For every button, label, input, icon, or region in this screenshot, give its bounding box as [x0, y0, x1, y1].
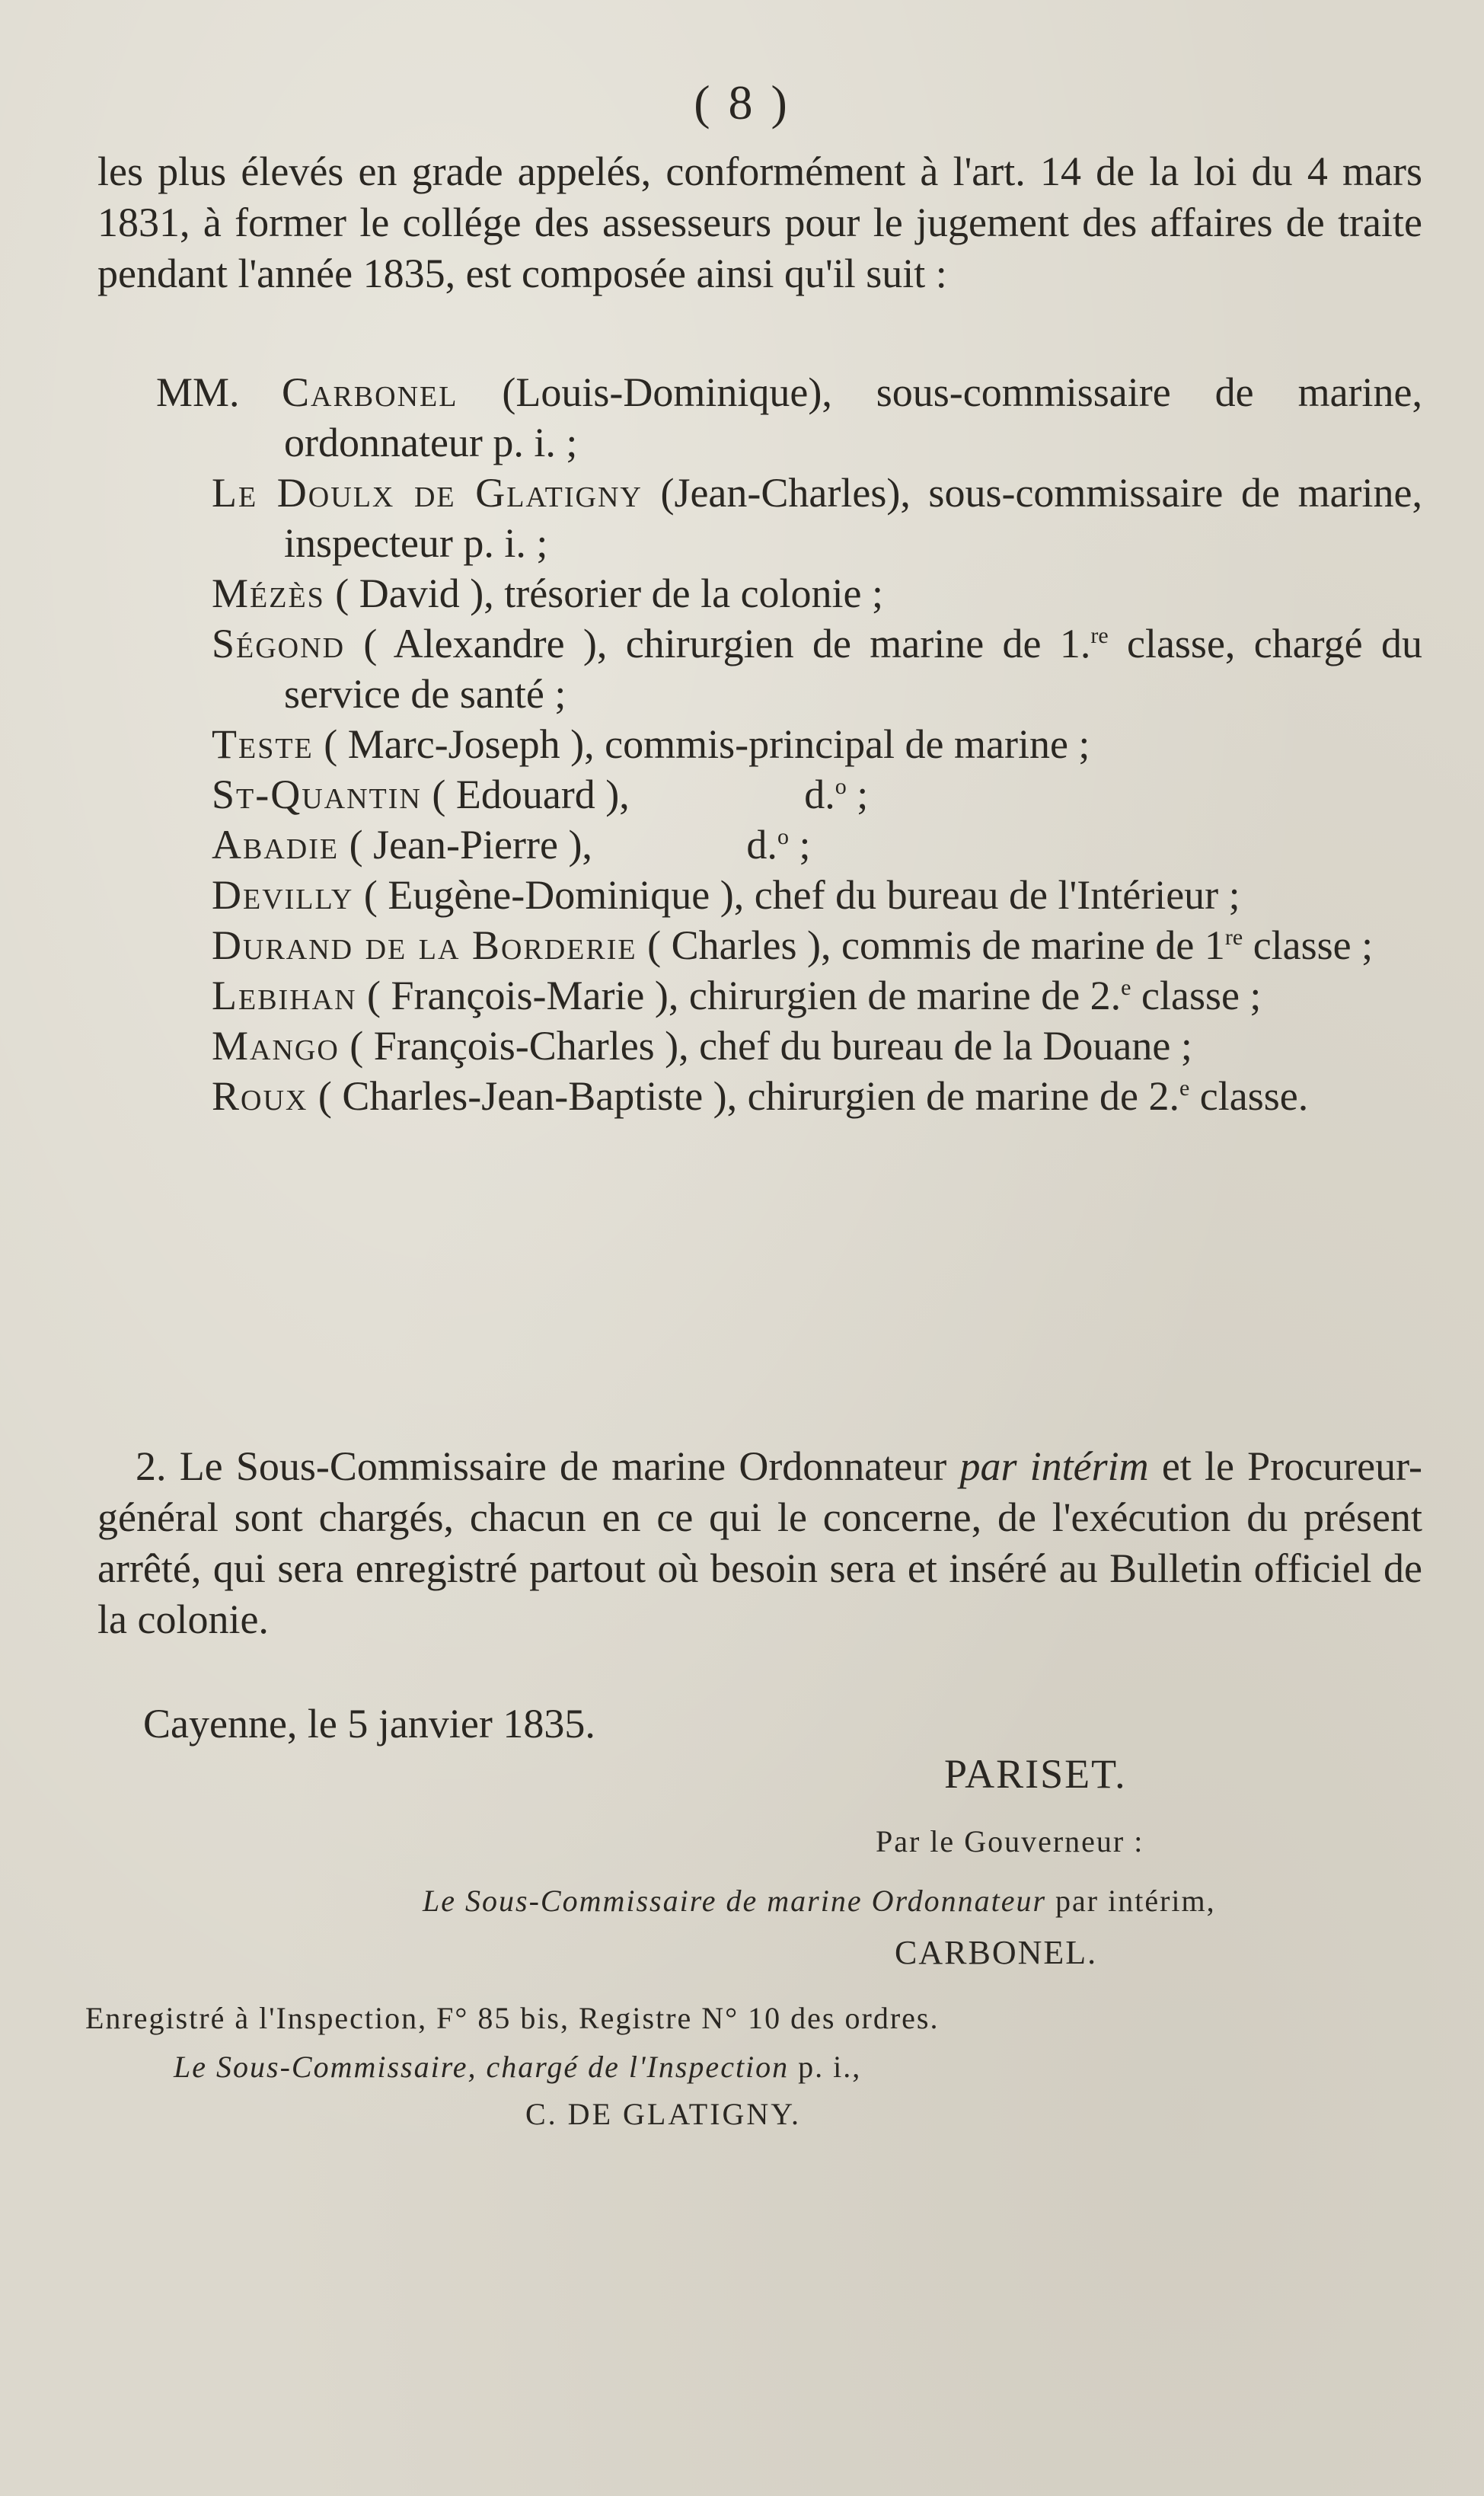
- member-details: (Louis-Dominique), sous-commissaire de marine, ordonnateur p. i. ;: [284, 369, 1422, 465]
- sous-commissaire-title: Le Sous-Commissaire de marine Ordonnateur: [423, 1884, 1047, 1918]
- inspection-suffix: p. i.,: [789, 2050, 862, 2084]
- sous-commissaire-suffix: par intérim,: [1046, 1884, 1216, 1918]
- member-name: St-Quantin: [212, 772, 422, 817]
- member-details: ( Alexandre ), chirurgien de marine de 1.: [345, 621, 1091, 666]
- superscript: e: [1179, 1075, 1190, 1101]
- member-details-cont: ;: [788, 822, 811, 868]
- member-entry: [97, 367, 1422, 468]
- member-details: ( Marc-Joseph ), commis-principal de marine ;: [313, 721, 1090, 767]
- member-entry: [97, 870, 1422, 920]
- member-name: Lebihan: [212, 973, 357, 1018]
- member-details: ( Edouard ), d.: [421, 772, 835, 817]
- member-entry: [97, 820, 1422, 870]
- registration-line: Enregistré à l'Inspection, F° 85 bis, Registre N° 10 des ordres.: [85, 2001, 940, 2035]
- superscript: re: [1224, 925, 1243, 950]
- article-text-before: 2. Le Sous-Commissaire de marine Ordonnateur: [136, 1443, 960, 1489]
- member-entry: [97, 970, 1422, 1021]
- article-text-after: et le Procureur-général sont chargés, chacun en ce qui le concerne, de l'exécution du présent arrêté, qui sera enregistré partout où besoin sera et inséré au Bulletin officiel de la colonie.: [97, 1443, 1422, 1642]
- member-details-cont: classe ;: [1243, 922, 1374, 968]
- members-list: [97, 367, 1422, 1121]
- member-name: Roux: [212, 1073, 308, 1119]
- member-details: ( Charles ), commis de marine de 1: [637, 922, 1225, 968]
- member-name: Abadie: [212, 822, 340, 868]
- member-name: Teste: [212, 721, 314, 767]
- inspection-title: Le Sous-Commissaire, chargé de l'Inspection: [174, 2050, 790, 2084]
- member-details-cont: ;: [846, 772, 869, 817]
- sous-commissaire-line: [423, 1883, 1216, 1919]
- member-entry: [97, 1021, 1422, 1071]
- superscript: e: [1121, 975, 1131, 1000]
- member-name: Mézès: [212, 570, 325, 616]
- article-italic: par intérim: [959, 1443, 1149, 1489]
- member-name: Devilly: [212, 872, 354, 918]
- by-governor-line: Par le Gouverneur :: [876, 1824, 1144, 1858]
- member-details-cont: classe, chargé du service de santé ;: [284, 621, 1422, 717]
- member-details: (Jean-Charles), sous-commissaire de marine, inspecteur p. i. ;: [284, 470, 1422, 566]
- member-details: ( Jean-Pierre ), d.: [339, 822, 777, 868]
- signer-name: PARISET.: [944, 1751, 1127, 1797]
- member-entry: [97, 468, 1422, 568]
- glatigny-signature: C. DE GLATIGNY.: [525, 2097, 802, 2131]
- member-entry: [97, 618, 1422, 719]
- member-name: Carbonel: [282, 369, 458, 415]
- member-name: Durand de la Borderie: [212, 922, 637, 968]
- intro-paragraph: les plus élevés en grade appelés, conformément à l'art. 14 de la loi du 4 mars 1831, à former le collége des assesseurs pour le jugement des affaires de traite pendant l'année 1835, est composée ainsi qu'il suit :: [97, 149, 1422, 296]
- member-details: ( David ), trésorier de la colonie ;: [324, 570, 884, 616]
- member-entry: [97, 920, 1422, 970]
- member-name: Ségond: [212, 621, 346, 666]
- member-name: Mango: [212, 1023, 340, 1069]
- member-details: ( François-Charles ), chef du bureau de la Douane ;: [339, 1023, 1192, 1069]
- superscript: re: [1090, 623, 1109, 648]
- inspection-line: [174, 2049, 861, 2085]
- member-name: Le Doulx de Glatigny: [212, 470, 643, 516]
- superscript: o: [777, 824, 789, 849]
- member-details: ( Charles-Jean-Baptiste ), chirurgien de marine de 2.: [308, 1073, 1179, 1119]
- member-details-cont: classe ;: [1131, 973, 1262, 1018]
- member-entry: [97, 568, 1422, 618]
- dateline: Cayenne, le 5 janvier 1835.: [143, 1701, 595, 1747]
- carbonel-signature: CARBONEL.: [895, 1934, 1098, 1971]
- page-number: ( 8 ): [694, 75, 790, 129]
- superscript: o: [835, 774, 847, 799]
- member-entry: [97, 769, 1422, 820]
- member-entry: [97, 719, 1422, 769]
- member-entry: [97, 1071, 1422, 1121]
- mm-label: MM.: [156, 369, 240, 415]
- member-details: ( Eugène-Dominique ), chef du bureau de l'Intérieur ;: [353, 872, 1240, 918]
- member-details: ( François-Marie ), chirurgien de marine de 2.: [356, 973, 1122, 1018]
- member-details-cont: classe.: [1189, 1073, 1309, 1119]
- article-paragraph: [97, 1441, 1422, 1645]
